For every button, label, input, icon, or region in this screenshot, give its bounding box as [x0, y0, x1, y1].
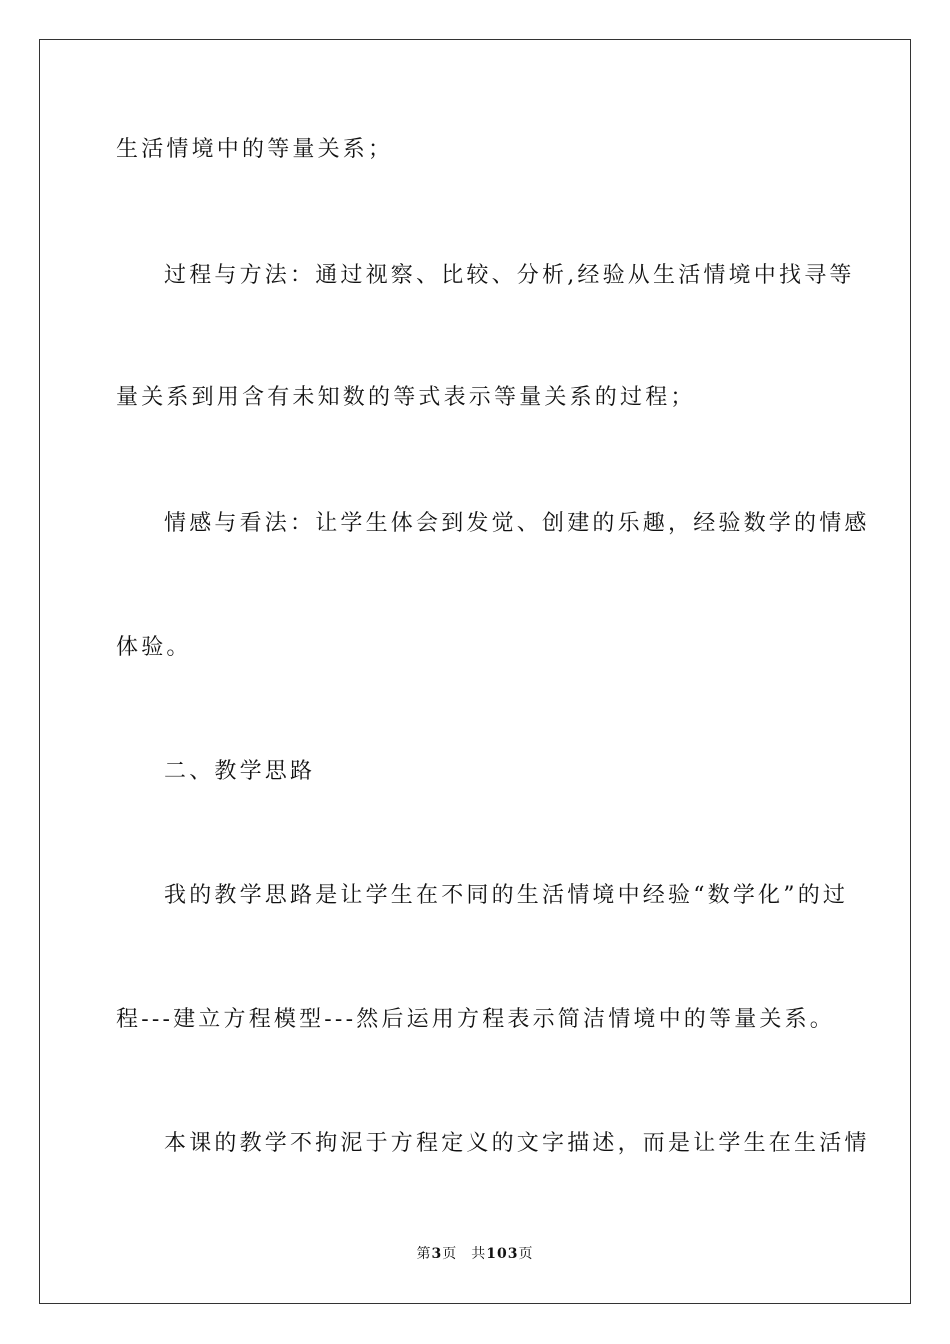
text-line-7: 我的教学思路是让学生在不同的生活情境中经验“数学化”的过: [164, 883, 849, 908]
text-line-8: 程---建立方程模型---然后运用方程表示简洁情境中的等量关系。: [116, 1007, 836, 1032]
text-line-5: 体验。: [116, 635, 192, 660]
page-footer: [0, 1245, 950, 1263]
total-suffix: 页: [518, 1246, 534, 1262]
text-line-4: 情感与看法：让学生体会到发觉、创建的乐趣，经验数学的情感: [164, 511, 870, 536]
text-line-2: 过程与方法：通过视察、比较、分析,经验从生活情境中找寻等: [164, 263, 855, 288]
page-number: 3: [431, 1246, 443, 1262]
page-prefix: 第: [416, 1246, 432, 1262]
text-line-1: 生活情境中的等量关系；: [116, 137, 394, 162]
total-pages: 103: [486, 1246, 519, 1262]
text-line-9: 本课的教学不拘泥于方程定义的文字描述，而是让学生在生活情: [164, 1131, 870, 1156]
total-prefix: 共: [471, 1246, 487, 1262]
text-line-3: 量关系到用含有未知数的等式表示等量关系的过程；: [116, 385, 696, 410]
section-heading: 二、教学思路: [164, 759, 316, 784]
page-frame: [39, 39, 911, 1304]
page-suffix: 页: [442, 1246, 458, 1262]
